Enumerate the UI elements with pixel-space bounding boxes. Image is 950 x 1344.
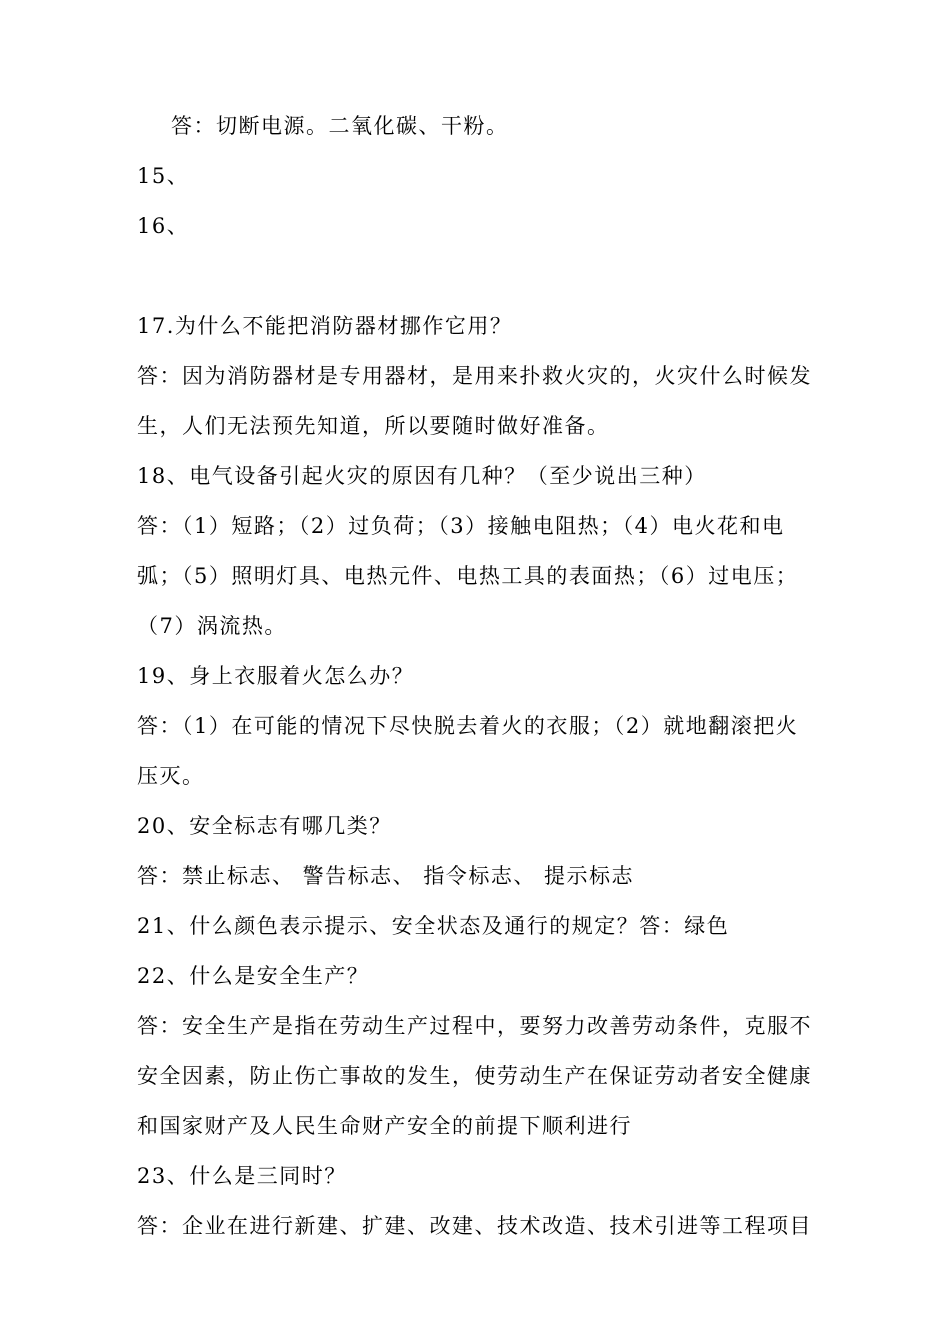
answer-19-line-1: 答：（1）在可能的情况下尽快脱去着火的衣服；（2）就地翻滚把火 [137, 714, 799, 738]
answer-17-line-2: 生，人们无法预先知道，所以要随时做好准备。 [137, 414, 610, 438]
question-16: 16、 [137, 214, 190, 238]
question-17: 17.为什么不能把消防器材挪作它用？ [137, 314, 513, 338]
answer-14: 答：切断电源。二氧化碳、干粉。 [171, 114, 509, 138]
question-18: 18、电气设备引起火灾的原因有几种？（至少说出三种） [137, 464, 707, 488]
answer-22-line-3: 和国家财产及人民生命财产安全的前提下顺利进行 [137, 1114, 632, 1138]
answer-18-line-3: （7）涡流热。 [137, 614, 287, 638]
question-15: 15、 [137, 164, 190, 188]
answer-22-line-2: 安全因素，防止伤亡事故的发生，使劳动生产在保证劳动者安全健康 [137, 1064, 812, 1088]
answer-22-line-1: 答：安全生产是指在劳动生产过程中，要努力改善劳动条件，克服不 [137, 1014, 812, 1038]
question-answer-21: 21、什么颜色表示提示、安全状态及通行的规定？答：绿色 [137, 914, 730, 938]
question-20: 20、安全标志有哪几类？ [137, 814, 392, 838]
question-19: 19、身上衣服着火怎么办？ [137, 664, 415, 688]
answer-18-line-1: 答：（1）短路；（2）过负荷；（3）接触电阻热；（4）电火花和电 [137, 514, 785, 538]
answer-19-line-2: 压灭。 [137, 764, 205, 788]
answer-20: 答：禁止标志、 警告标志、 指令标志、 提示标志 [137, 864, 635, 888]
answer-17-line-1: 答：因为消防器材是专用器材，是用来扑救火灾的，火灾什么时候发 [137, 364, 812, 388]
answer-23-line-1: 答：企业在进行新建、扩建、改建、技术改造、技术引进等工程项目 [137, 1214, 812, 1238]
answer-18-line-2: 弧；（5）照明灯具、电热元件、电热工具的表面热；（6）过电压； [137, 564, 799, 588]
question-22: 22、什么是安全生产？ [137, 964, 370, 988]
question-23: 23、什么是三同时？ [137, 1164, 347, 1188]
